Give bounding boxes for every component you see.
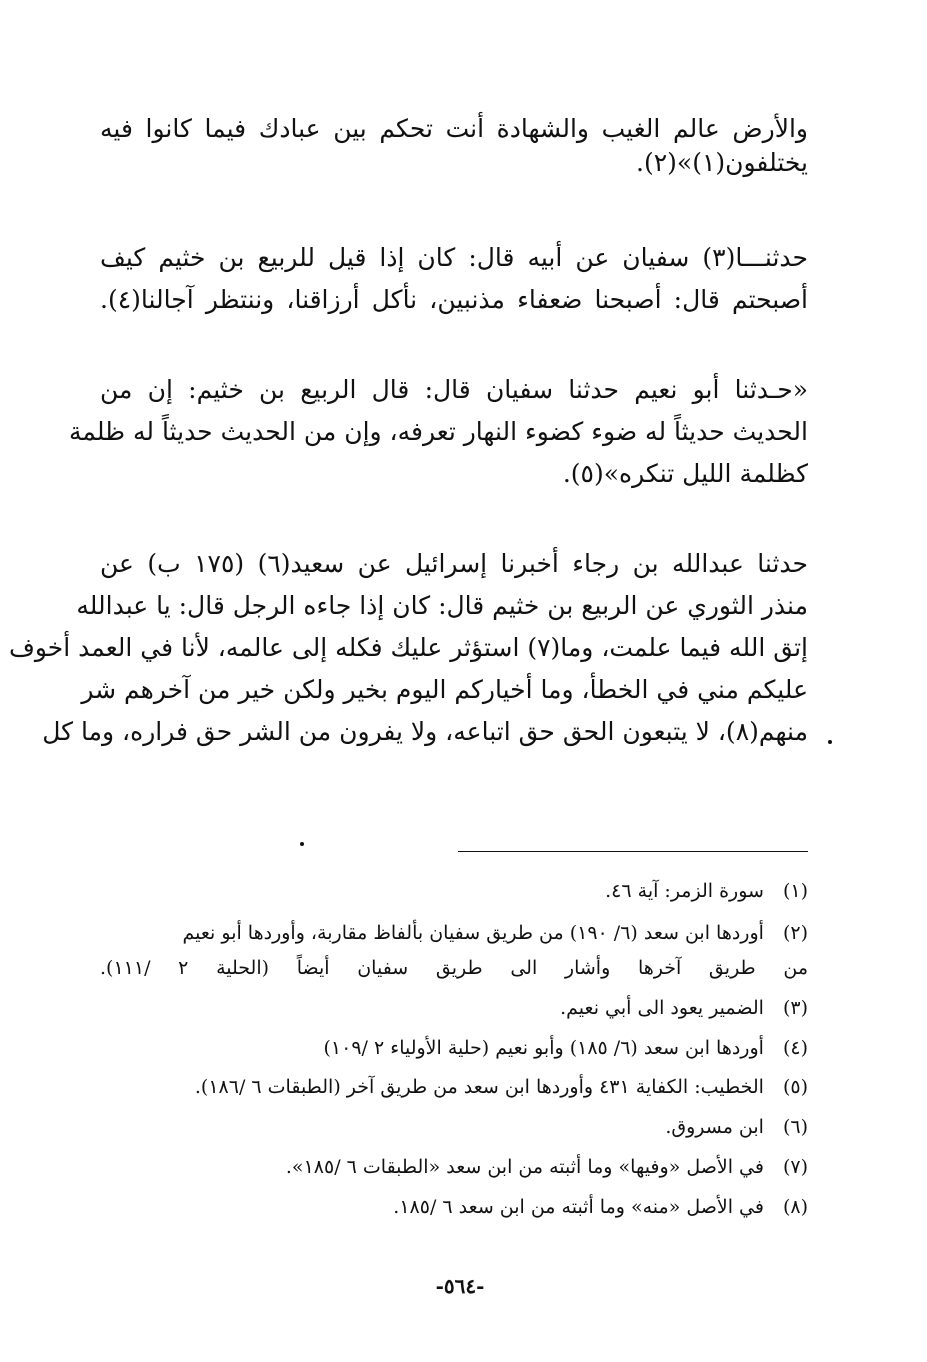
footnote-separator [458,851,808,852]
footnote [100,919,808,947]
footnote-number: (٣) [782,997,808,1019]
footnote [100,1153,808,1181]
body-line: الحديث حديثاً له ضوء كضوء النهار تعرفه، وإن من الحديث حديثاً له ظلمة [69,417,808,446]
print-dot [828,740,832,744]
footnote-number: (٤) [782,1037,808,1059]
footnote [100,877,808,905]
body-line: إتق الله فيما علمت، وما(٧) استؤثر عليك فكله إلى عالمه، لأنا في العمد أخوف [8,633,808,662]
footnote-text: سورة الزمر: آية ٤٦. [605,880,764,902]
page-number: -٥٦٤- [435,1274,485,1298]
body-line: منذر الثوري عن الربيع بن خثيم قال: كان إذا جاءه الرجل قال: يا عبدالله [76,591,808,620]
footnote [100,1073,808,1101]
footnote [100,1113,808,1141]
footnote-text: أوردها ابن سعد (٦/ ١٨٥) وأبو نعيم (حلية الأولياء ٢ /١٠٩) [323,1037,764,1059]
footnote [100,1034,808,1062]
footnote-text: في الأصل «منه» وما أثبته من ابن سعد ٦ /١٨٥. [393,1196,764,1218]
body-line: حدثنا عبدالله بن رجاء أخبرنا إسرائيل عن سعيد(٦) (١٧٥ ب) عن [100,549,808,578]
footnote-number: (١) [782,880,808,902]
print-dot [300,842,304,846]
body-line: عليكم مني في الخطأ، وما أخياركم اليوم بخير ولكن خير من آخرهم شر [81,675,808,704]
footnote [100,1193,808,1221]
footnote-text: الضمير يعود الى أبي نعيم. [560,997,764,1019]
body-line: والأرض عالم الغيب والشهادة أنت تحكم بين عبادك فيما كانوا فيه [100,114,808,143]
body-line: حدثنـــا(٣) سفيان عن أبيه قال: كان إذا قيل للربيع بن خثيم كيف [100,243,808,272]
footnote-text: في الأصل «وفيها» وما أثبته من ابن سعد «الطبقات ٦ /١٨٥». [285,1156,764,1178]
body-line: كظلمة الليل تنكره»(٥). [562,459,808,488]
footnote-text: الخطيب: الكفاية ٤٣١ وأوردها ابن سعد من طريق آخر (الطبقات ٦ /١٨٦). [194,1076,764,1098]
footnote-continuation: من طريق آخرها وأشار الى طريق سفيان أيضاً (الحلية ٢ /١١١). [100,957,808,979]
footnote-number: (٨) [782,1196,808,1218]
body-line: منهم(٨)، لا يتبعون الحق حق اتباعه، ولا يفرون من الشر حق فراره، وما كل [42,717,808,746]
footnote-text: ابن مسروق. [665,1116,764,1138]
footnote-number: (٧) [782,1156,808,1178]
footnote [100,994,808,1022]
footnote-text: أوردها ابن سعد (٦/ ١٩٠) من طريق سفيان بألفاظ مقاربة، وأوردها أبو نعيم [182,922,764,944]
footnote-number: (٦) [782,1116,808,1138]
body-line: «حـدثنا أبو نعيم حدثنا سفيان قال: قال الربيع بن خثيم: إن من [100,375,808,404]
footnote-number: (٥) [782,1076,808,1098]
body-line: يختلفون(١)»(٢). [636,148,808,177]
footnote-number: (٢) [782,922,808,944]
body-line: أصبحتم قال: أصبحنا ضعفاء مذنبين، نأكل أرزاقنا، وننتظر آجالنا(٤). [100,285,808,314]
